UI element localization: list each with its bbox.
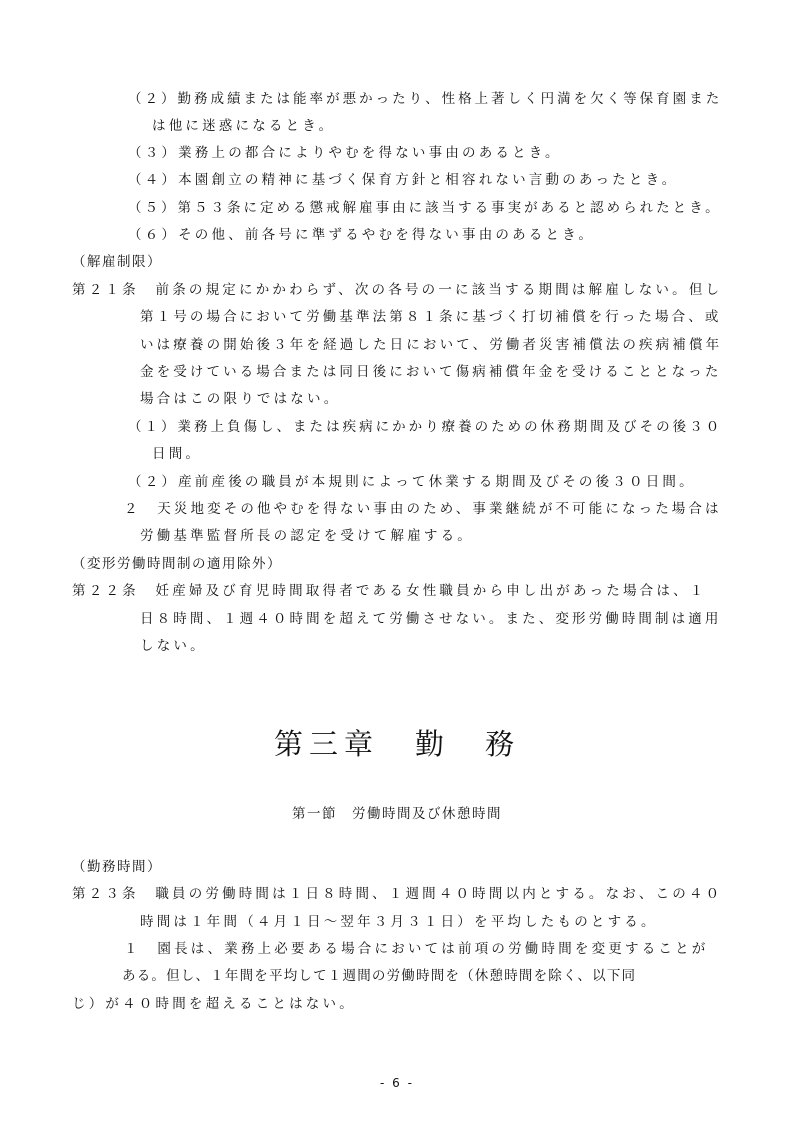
line-17: 労働基準監督所長の認定を受けて解雇する。 (140, 528, 474, 544)
line-14: 日間。 (152, 446, 203, 462)
heading-dismissal-limit: （解雇制限） (72, 254, 162, 270)
page-number: - 6 - (380, 1076, 414, 1090)
line-10: いは療養の開始後３年を経過した日において、労働者災害補償法の疾病補償年 (140, 337, 723, 353)
line-12: 場合はこの限りではない。 (140, 391, 341, 407)
line-4: （４）本園創立の精神に基づく保育方針と相容れない言動のあったとき。 (128, 172, 679, 188)
line-11: 金を受けている場合または同日後において傷病補償年金を受けることとなった (140, 364, 722, 380)
line-13: （１）業務上負傷し、または疾病にかかり療養のための休務期間及びその後３０ (128, 419, 723, 435)
line-27: じ）が４０時間を超えることはない。 (72, 996, 356, 1012)
article-23: 第２３条 職員の労働時間は１日８時間、１週間４０時間以内とする。なお、この４０ (72, 886, 723, 902)
line-3: （３）業務上の都合によりやむを得ない事由のあるとき。 (128, 145, 562, 161)
line-20: 日８時間、１週４０時間を超えて労働させない。また、変形労働時間制は適用 (140, 611, 722, 627)
line-21: しない。 (140, 638, 207, 654)
line-15: （２）産前産後の職員が本規則によって休業する期間及びその後３０日間。 (128, 474, 696, 490)
line-1: （２）勤務成績または能率が悪かったり、性格上著しく円満を欠く等保育園また (128, 91, 723, 107)
line-2: は他に迷惑になるとき。 (152, 118, 336, 134)
heading-exclusion: （変形労働時間制の適用除外） (72, 556, 282, 572)
line-9: 第１号の場合において労働基準法第８１条に基づく打切補償を行った場合、或 (140, 309, 722, 325)
line-6: （６）その他、前各号に準ずるやむを得ない事由のあるとき。 (128, 227, 596, 243)
heading-work-hours: （勤務時間） (72, 859, 162, 875)
line-16: ２ 天災地変その他やむを得ない事由のため、事業継続が不可能になった場合は (124, 501, 722, 517)
line-25: １ 園長は、業務上必要ある場合においては前項の労働時間を変更することが (124, 941, 709, 957)
chapter-part2: 勤 務 (415, 727, 521, 761)
line-5: （５）第５３条に定める懲戒解雇事由に該当する事実があると認められたとき。 (128, 200, 722, 216)
chapter-part1: 第三章 (273, 727, 379, 761)
line-26: ある。但し、１年間を平均して１週間の労働時間を（休憩時間を除く、以下同 (122, 968, 637, 984)
line-24: 時間は１年間（４月１日～翌年３月３１日）を平均したものとする。 (140, 914, 658, 930)
article-21: 第２１条 前条の規定にかかわらず、次の各号の一に該当する期間は解雇しない。但し (72, 282, 723, 298)
article-22: 第２２条 妊産婦及び育児時間取得者である女性職員から申し出があった場合は、１ (72, 583, 707, 599)
chapter-title (0, 722, 794, 763)
section-title: 第一節 労働時間及び休憩時間 (292, 806, 502, 822)
